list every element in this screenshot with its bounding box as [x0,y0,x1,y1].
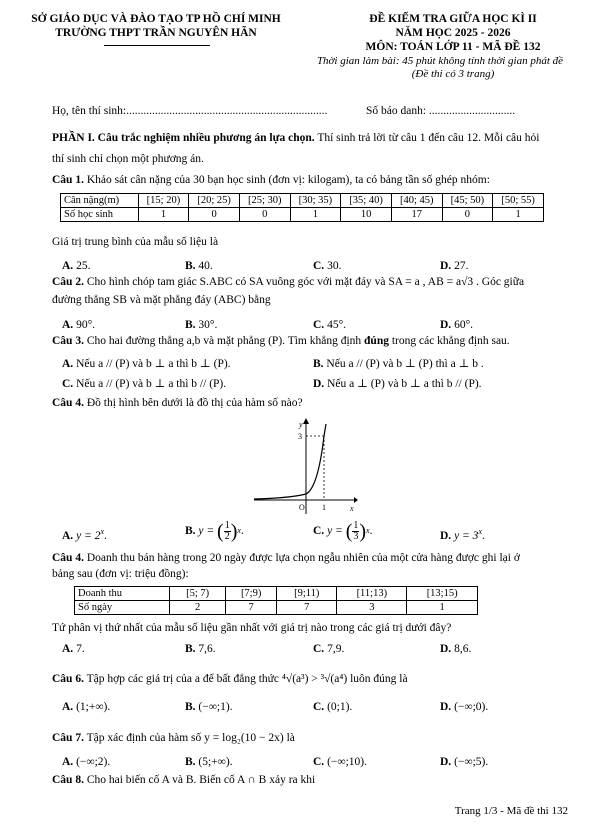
question-7: Câu 7. Tập xác định của hàm số y = log₂(10 − 2x) là [52,732,295,744]
table-cell: 10 [341,208,392,222]
option-d: D. 8,6. [440,643,472,655]
table-cell: [30; 35) [290,194,341,208]
x-axis-label: x [350,504,354,513]
question-5-prompt: Tứ phân vị thứ nhất của mẫu số liệu gần nhất với giá trị nào trong các giá trị dưới đây? [52,622,452,634]
table-cell: 1 [138,208,189,222]
table-cell: Doanh thu [75,587,170,601]
part1-instructions [52,131,572,146]
question-1-label: Câu 1. [52,174,84,186]
time-limit: Thời gian làm bài: 45 phút không tính thời gian phát đề [316,55,564,67]
option-c: C. (0;1). [313,701,353,713]
option-c: C. 30. [313,260,342,272]
table-cell: Cân nặng(m) [61,194,139,208]
option-b: B. Nếu a // (P) và b ⊥ (P) thì a ⊥ b . [313,358,484,370]
table-cell: [15; 20) [138,194,189,208]
option-a: A. $y = 2^x$. [62,527,107,542]
option-d: D. 27. [440,260,469,272]
table-cell: [45; 50) [442,194,493,208]
x-tick-label: 1 [322,503,326,512]
option-d: D. (−∞;0). [440,701,489,713]
part1-desc: Thí sinh trả lời từ câu 1 đến câu 12. Mỗi câu hỏi [314,132,540,144]
option-a: A. (−∞;2). [62,756,111,768]
question-3: Câu 3. Cho hai đường thẳng a,b và mặt phẳng (P). Tìm khẳng định đúng trong các khẳng định sau. [52,335,510,347]
subject-code: MÔN: TOÁN LỚP 11 - MÃ ĐỀ 132 [365,41,541,53]
option-b: B. 40. [185,260,213,272]
table-row [75,587,478,601]
option-c: C. (−∞;10). [313,756,367,768]
table-cell: [13;15) [407,587,478,601]
option-a: A. 25. [62,260,91,272]
option-c: C. 7,9. [313,643,345,655]
table-cell: 0 [189,208,240,222]
table-cell: 17 [391,208,442,222]
table-cell: Số học sinh [61,208,139,222]
y-axis-label: y [299,420,303,429]
option-c: C. Nếu a // (P) và b ⊥ a thì b // (P). [62,378,227,390]
option-a: A. 7. [62,643,85,655]
question-8: Câu 8. Cho hai biến cố A và B. Biến cố A ∩ B xảy ra khi [52,774,316,786]
function-curve [254,424,326,499]
y-tick-label: 3 [298,432,302,441]
page-count: (Đề thi có 3 trang) [411,68,495,80]
school-year: NĂM HỌC 2025 - 2026 [395,27,511,39]
table-cell: 1 [493,208,544,222]
question-6: Câu 6. Tập hợp các giá trị của a để bất đẳng thức ⁴√(a³) > ³√(a⁴) luôn đúng là [52,673,408,685]
student-id-field: Số báo danh: .............................. [366,105,516,117]
option-b: B. 30°. [185,319,218,331]
table-row [61,208,544,222]
weight-frequency-table [60,193,544,222]
table-cell: [9;11) [277,587,337,601]
option-b: B. 7,6. [185,643,216,655]
table-cell: [35; 40) [341,194,392,208]
question-5-line2: bảng sau (đơn vị: triệu đồng): [52,568,189,580]
option-c: C. y = ( $\frac{1}{3}$ )$^x$. [313,519,373,543]
question-5: Câu 4. Doanh thu bán hàng trong 20 ngày được lựa chọn ngẫu nhiên của một cửa hàng được ghi lại ở [52,552,520,564]
option-a: A. (1;+∞). [62,701,111,713]
table-row [61,194,544,208]
school-name: TRƯỜNG THPT TRẦN NGUYÊN HÃN [55,27,257,39]
table-cell: 0 [239,208,290,222]
table-cell: [50; 55) [493,194,544,208]
revenue-table [74,586,478,615]
page-footer: Trang 1/3 - Mã đề thi 132 [454,805,568,817]
table-cell: 1 [290,208,341,222]
option-a: A. 90°. [62,319,96,331]
table-cell: 2 [170,601,226,615]
option-b: B. y = ( $\frac{1}{2}$ )$^x$. [185,519,244,543]
y-arrow [303,418,309,424]
option-a: A. Nếu a // (P) và b ⊥ a thì b ⊥ (P). [62,358,231,370]
table-cell: Số ngày [75,601,170,615]
question-1-text: Khảo sát cân nặng của 30 bạn học sinh (đơn vị: kilogam), ta có bảng tần số ghép nhóm: [83,174,490,186]
question-2: Câu 2. Cho hình chóp tam giác S.ABC có SA vuông góc với mặt đáy và SA = a , AB = a√3 . Góc giữa [52,276,525,288]
origin-label: O [299,503,305,512]
part1-title: PHẦN I. Câu trắc nghiệm nhiều phương án lựa chọn. [52,132,315,144]
table-cell: [20; 25) [189,194,240,208]
question-1 [52,173,490,188]
exponential-graph [254,418,358,516]
option-d: D. Nếu a ⊥ (P) và b ⊥ a thì b // (P). [313,378,482,390]
option-c: C. 45°. [313,319,347,331]
table-cell: 7 [277,601,337,615]
x-arrow [354,497,358,503]
table-cell: [40; 45) [391,194,442,208]
table-cell: 0 [442,208,493,222]
table-cell: 7 [226,601,277,615]
option-d: D. (−∞;5). [440,756,489,768]
table-row [75,601,478,615]
option-d: D. 60°. [440,319,474,331]
table-cell: [5; 7) [170,587,226,601]
question-1-prompt: Giá trị trung bình của mẫu số liệu là [52,236,219,248]
option-b: B. (5;+∞). [185,756,233,768]
table-cell: [11;13) [337,587,407,601]
header-divider [104,45,210,46]
student-name-field: Họ, tên thí sinh:...................................................................... [52,105,328,117]
table-cell: 3 [337,601,407,615]
table-cell: 1 [407,601,478,615]
option-d: D. $y = 3^x$. [440,527,485,542]
question-4: Câu 4. Đồ thị hình bên dưới là đồ thị của hàm số nào? [52,397,303,409]
exam-title: ĐỀ KIỂM TRA GIỮA HỌC KÌ II [369,13,537,25]
table-cell: [7;9) [226,587,277,601]
option-b: B. (−∞;1). [185,701,233,713]
question-2-line2: đường thẳng SB và mặt phẳng đáy (ABC) bằng [52,294,271,306]
table-cell: [25; 30) [239,194,290,208]
department-name: SỞ GIÁO DỤC VÀ ĐÀO TẠO TP HỒ CHÍ MINH [31,13,281,25]
part1-desc-line2: thí sinh chỉ chọn một phương án. [52,153,204,165]
